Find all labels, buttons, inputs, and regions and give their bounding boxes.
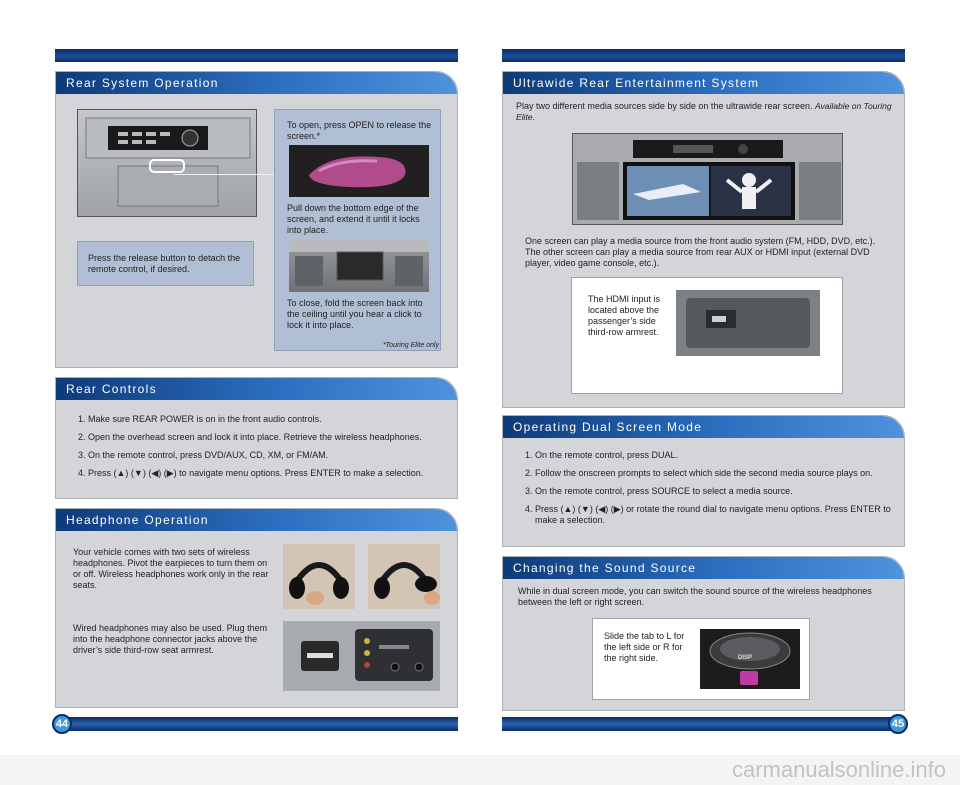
top-bar-right	[502, 49, 905, 62]
ultrawide-detail: One screen can play a media source from the front audio system (FM, HDD, DVD, etc.). The other screen can play a media source from rear AUX or HDMI input (external DVD player, video game console, etc.).	[525, 236, 876, 268]
screen-steps-callout	[274, 109, 441, 351]
step-item: 1. On the remote control, press DUAL.	[525, 450, 679, 460]
step-item: 2. Open the overhead screen and lock it into place. Retrieve the wireless headphones.	[78, 432, 422, 442]
section-title: Ultrawide Rear Entertainment System	[503, 72, 904, 94]
step-item: 3. On the remote control, press SOURCE to select a media source.	[525, 486, 793, 496]
section-title: Operating Dual Screen Mode	[503, 416, 904, 438]
hdmi-input-photo	[676, 290, 820, 356]
watermark: carmanualsonline.info	[0, 755, 960, 785]
section-title: Rear Controls	[56, 378, 457, 400]
headphone-dial-photo	[700, 629, 800, 689]
page-number-left: 44	[52, 714, 72, 734]
section-title: Changing the Sound Source	[503, 557, 904, 579]
sound-source-section	[502, 556, 905, 711]
step-item: 3. On the remote control, press DVD/AUX, CD, XM, or FM/AM.	[78, 450, 329, 460]
rear-controls-section	[55, 377, 458, 499]
ultrawide-section	[502, 71, 905, 408]
slide-caption: Slide the tab to L for the left side or R for the right side.	[604, 631, 685, 663]
rear-system-section	[55, 71, 458, 368]
touring-elite-note: *Touring Elite only	[382, 342, 439, 349]
section-title: Headphone Operation	[56, 509, 457, 531]
ultrawide-intro-text: Play two different media sources side by side on the ultrawide rear screen.	[516, 101, 813, 111]
section-title: Rear System Operation	[56, 72, 457, 94]
open-caption: To open, press OPEN to release the screen.*	[287, 120, 432, 141]
open-button-photo	[289, 145, 429, 197]
bottom-bar-left	[55, 717, 458, 731]
rear-controls-steps	[74, 414, 454, 486]
hdmi-caption: The HDMI input is located above the passenger’s side third-row armrest.	[588, 294, 661, 337]
headphone-section	[55, 508, 458, 708]
bottom-bar-right	[502, 717, 905, 731]
pull-caption: Pull down the bottom edge of the screen, and extend it until it locks into place.	[287, 203, 420, 235]
step-item: 1. Make sure REAR POWER is on in the front audio controls.	[78, 414, 322, 424]
ultrawide-availability-note: Available on Touring Elite.	[516, 101, 892, 122]
headphone-jack-photo	[283, 621, 440, 691]
hdmi-callout	[571, 277, 843, 394]
dial-disp-label: DISP	[738, 655, 753, 661]
ultrawide-intro	[516, 101, 896, 123]
overhead-console-photo	[77, 109, 257, 217]
close-caption: To close, fold the screen back into the ceiling until you hear a click to lock it into place.	[287, 298, 423, 330]
wired-text: Wired headphones may also be used. Plug them into the headphone connector jacks above the driver’s side third-row seat armrest.	[73, 623, 268, 655]
page-number-right: 45	[888, 714, 908, 734]
ultrawide-screen-photo	[572, 133, 843, 225]
slide-tab-callout	[592, 618, 810, 700]
dual-screen-section	[502, 415, 905, 547]
step-item: 4. Press (▲) (▼) (◀) (▶) or rotate the round dial to navigate menu options. Press ENTER to make a selection.	[525, 504, 891, 525]
headphone-off-photo	[283, 544, 355, 609]
wireless-text: Your vehicle comes with two sets of wireless headphones. Pivot the earpieces to turn them on or off. Wireless headphones work only in the rear seats.	[73, 547, 269, 590]
release-caption: Press the release button to detach the remote control, if desired.	[88, 253, 241, 274]
sound-source-text: While in dual screen mode, you can switch the sound source of the wireless headphones between the left or right screen.	[518, 586, 872, 607]
release-callout	[77, 241, 254, 286]
dual-screen-steps	[521, 450, 896, 533]
step-item: 2. Follow the onscreen prompts to select which side the second media source plays on.	[525, 468, 873, 478]
step-item: 4. Press (▲) (▼) (◀) (▶) to navigate menu options. Press ENTER to make a selection.	[78, 468, 424, 478]
callout-connector	[174, 174, 274, 175]
top-bar-left	[55, 49, 458, 62]
pulled-screen-photo	[289, 240, 429, 292]
headphone-on-photo	[368, 544, 440, 609]
